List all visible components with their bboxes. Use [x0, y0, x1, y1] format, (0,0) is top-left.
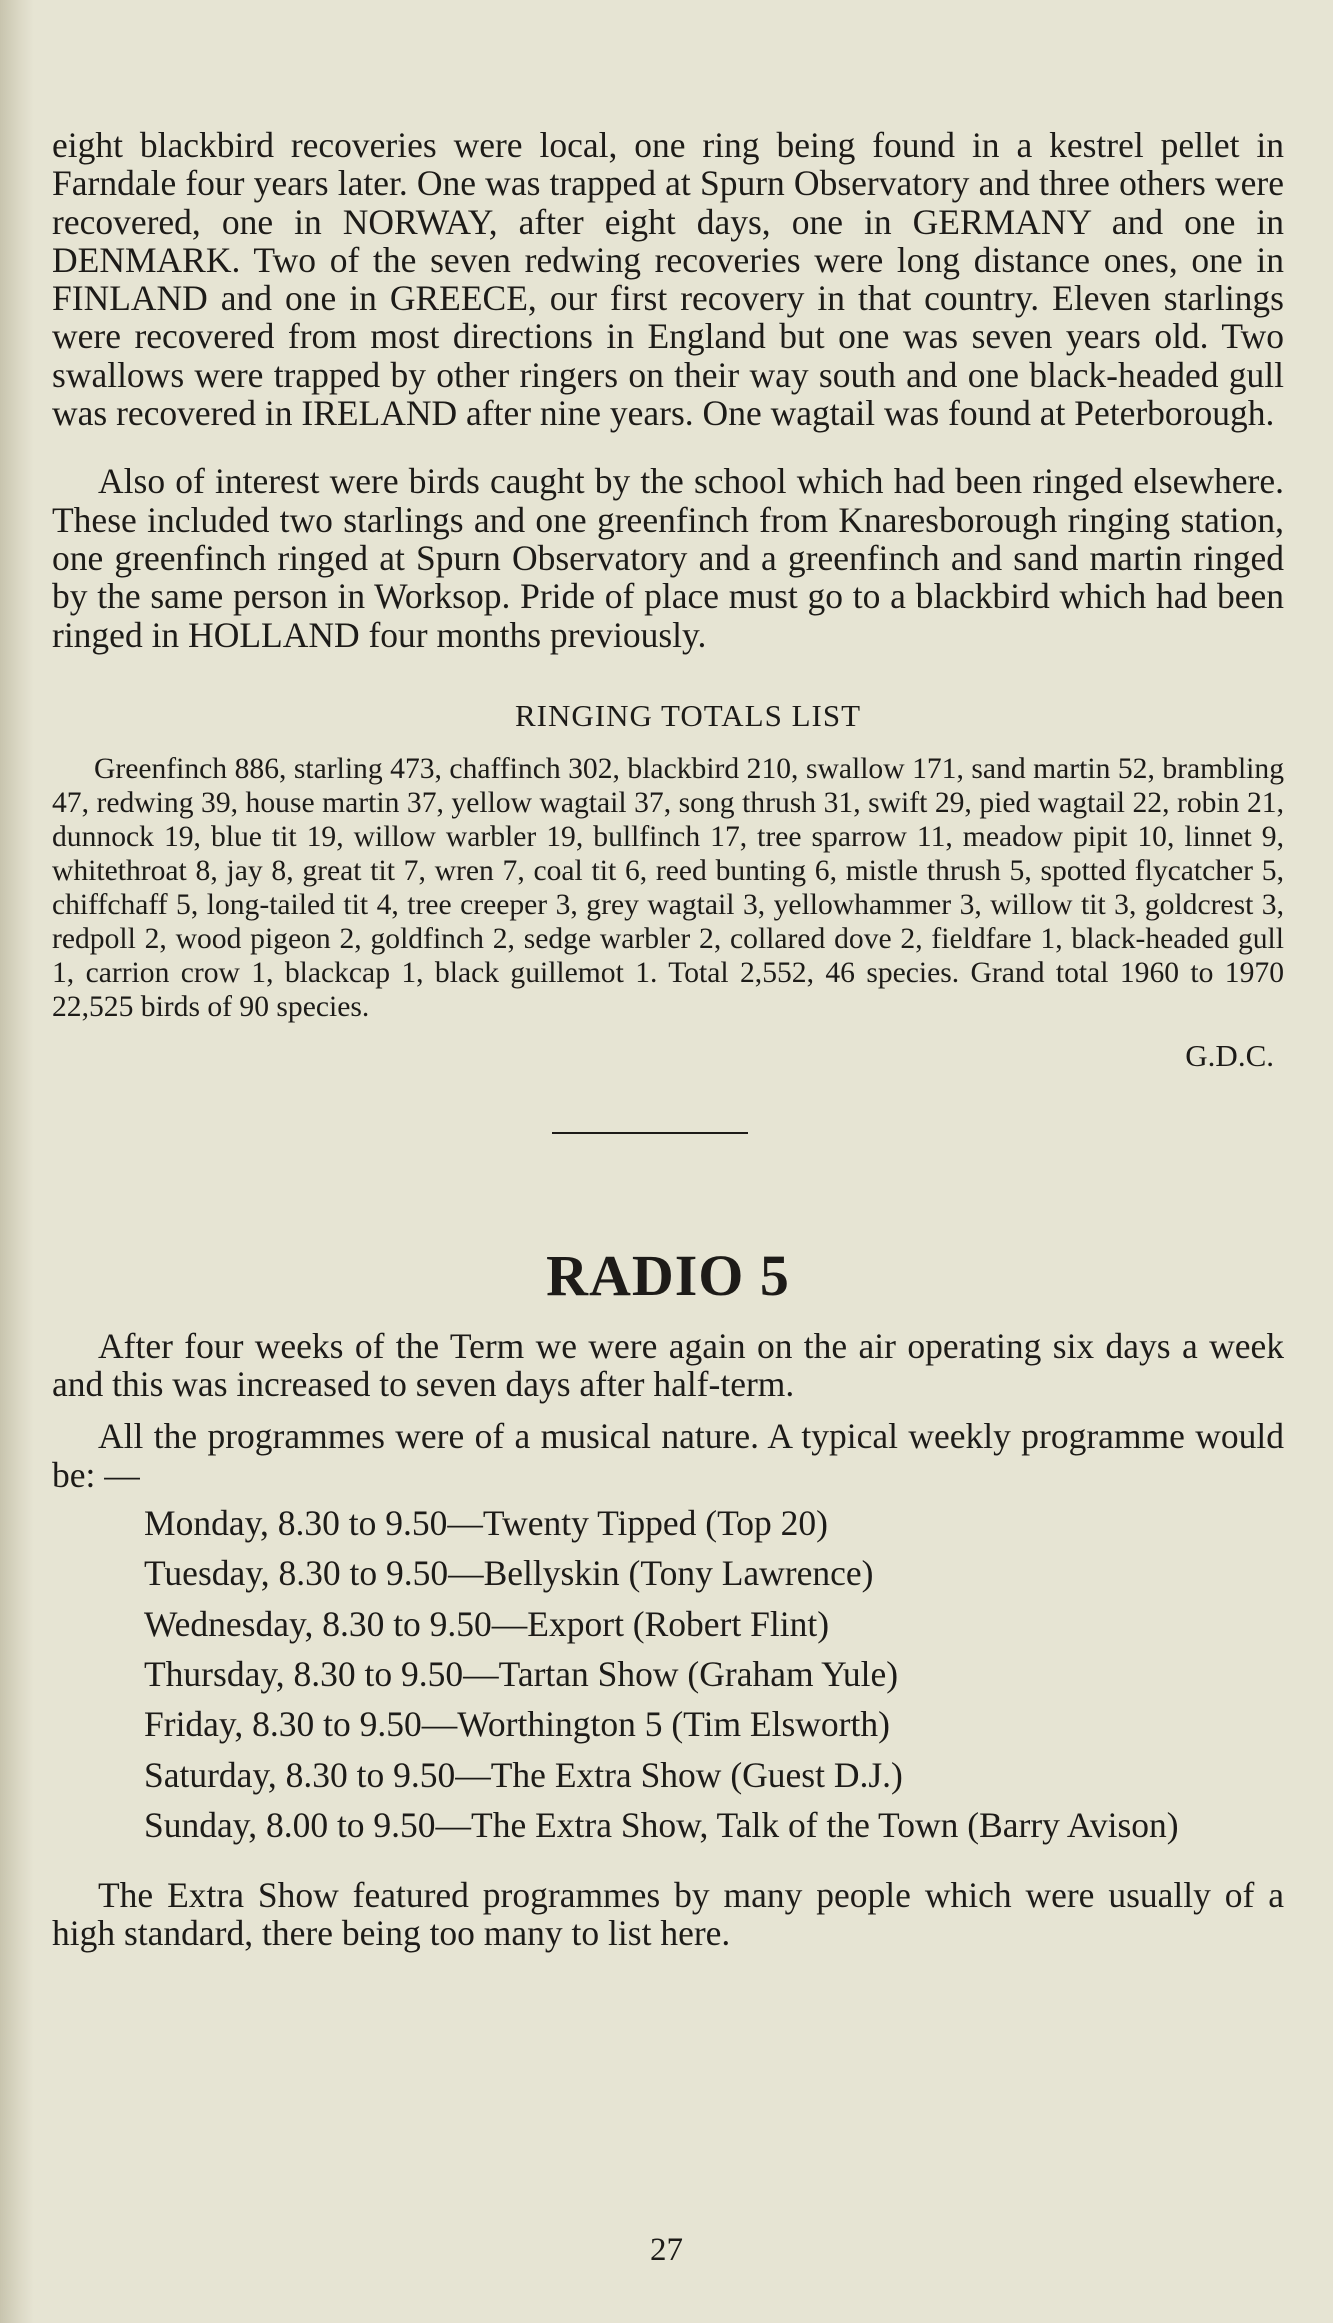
schedule-item: Tuesday, 8.30 to 9.50—Bellyskin (Tony Lawrence) — [144, 1553, 874, 1594]
page-number: 27 — [650, 2232, 683, 2268]
ringing-totals-list: Greenfinch 886, starling 473, chaffinch 302, blackbird 210, swallow 171, sand martin 52, brambling 47, redwing 39, house martin 37, yellow wagtail 37, song thrush 31, swift 29, pied wagtail 22, robin 21, dunnock 19, blue tit 19, willow warbler 19, bullfinch 17, tree sparrow 11, meadow pipit 10, linnet 9, whitethroat 8, jay 8, great tit 7, wren 7, coal tit 6, reed bunting 6, mistle thrush 5, spotted flycatcher 5, chiffchaff 5, long-tailed tit 4, tree creeper 3, grey wagtail 3, yellowhammer 3, willow tit 3, goldcrest 3, redpoll 2, wood pigeon 2, goldfinch 2, sedge warbler 2, collared dove 2, fieldfare 1, black-headed gull 1, carrion crow 1, blackcap 1, black guillemot 1. Total 2,552, 46 species. Grand total 1960 to 1970 22,525 birds of 90 species. — [52, 752, 1284, 1023]
radio-closing-paragraph: The Extra Show featured programmes by many people which were usually of a high standard, there being too many to list here. — [52, 1875, 1284, 1954]
body-paragraph-2: Also of interest were birds caught by the school which had been ringed elsewhere. These included two starlings and one greenfinch from Knaresborough ringing station, one greenfinch ringed at Spurn Observatory and a greenfinch and sand martin ringed by the same person in Worksop. Pride of place must go to a blackbird which had been ringed in HOLLAND four months previously. — [52, 461, 1284, 655]
schedule-item: Monday, 8.30 to 9.50—Twenty Tipped (Top 20) — [144, 1503, 828, 1544]
page-content — [52, 126, 1284, 1953]
schedule-item: Saturday, 8.30 to 9.50—The Extra Show (Guest D.J.) — [144, 1754, 903, 1795]
page-gutter-shadow — [0, 0, 34, 2323]
schedule-item: Sunday, 8.00 to 9.50—The Extra Show, Talk of the Town (Barry Avison) — [144, 1804, 1179, 1845]
section-divider — [552, 1132, 748, 1134]
radio-intro-paragraph: After four weeks of the Term we were again on the air operating six days a week and this was increased to seven days after half-term. — [52, 1325, 1284, 1405]
radio-programme-intro: All the programmes were of a musical nature. A typical weekly programme would be: — — [52, 1416, 1284, 1495]
schedule-item: Wednesday, 8.30 to 9.50—Export (Robert Flint) — [144, 1603, 830, 1644]
schedule-item: Thursday, 8.30 to 9.50—Tartan Show (Graham Yule) — [144, 1653, 899, 1694]
radio-section-title: RADIO 5 — [546, 1242, 790, 1308]
author-initials: G.D.C. — [1185, 1037, 1274, 1073]
schedule-item: Friday, 8.30 to 9.50—Worthington 5 (Tim Elsworth) — [144, 1704, 890, 1745]
body-paragraph-1: eight blackbird recoveries were local, one ring being found in a kestrel pellet in Farndale four years later. One was trapped at Spurn Observatory and three others were recovered, one in NORWAY, after eight days, one in GERMANY and one in DENMARK. Two of the seven redwing recoveries were long distance ones, one in FINLAND and one in GREECE, our first recovery in that country. Eleven starlings were recovered from most directions in England but one was seven years old. Two swallows were trapped by other ringers on their way south and one black-headed gull was recovered in IRELAND after nine years. One wagtail was found at Peterborough. — [52, 125, 1284, 434]
weekly-programme-schedule — [144, 1504, 1284, 1844]
ringing-totals-heading: RINGING TOTALS LIST — [514, 697, 862, 733]
